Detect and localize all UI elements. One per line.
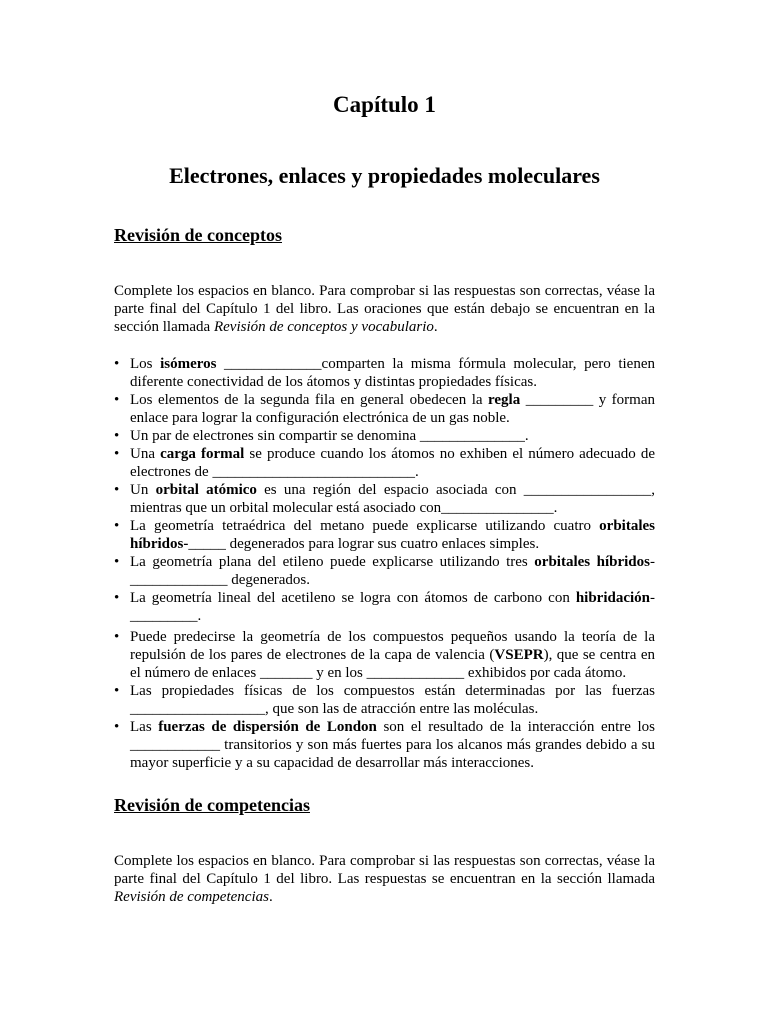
item-text: -_____________ degenerados. [130, 554, 655, 588]
bullet-icon: • [114, 482, 120, 498]
item-text: La geometría lineal del acetileno se logra con átomos de carbono con [130, 590, 576, 606]
item-text: Los elementos de la segunda fila en general obedecen la [130, 392, 489, 408]
bullet-icon: • [114, 629, 120, 645]
list-item [114, 481, 655, 517]
item-text: Los [130, 356, 161, 372]
item-text: _________ y forman enlace para lograr la configuración electrónica de un gas noble. [130, 392, 655, 426]
chapter-subtitle: Electrones, enlaces y propiedades moleculares [169, 163, 600, 188]
section-heading-concepts: Revisión de conceptos [114, 225, 282, 245]
chapter-title: Capítulo 1 [333, 92, 436, 117]
list-item [114, 718, 655, 772]
list-item [114, 553, 655, 589]
item-text: Las propiedades físicas de los compuestos están determinadas por las fuerzas __________________, que son las de atracción entre las moléculas. [130, 683, 655, 717]
item-term: hibridación [575, 590, 650, 606]
item-text: _____________comparten la misma fórmula molecular, pero tienen diferente conectividad de los átomos y distintas propiedades físicas. [130, 356, 655, 390]
item-text: es una región del espacio asociada con _________________, mientras que un orbital molecular está asociado con_______________. [130, 482, 655, 516]
document-page [114, 0, 655, 1024]
concepts-intro-paragraph [114, 282, 655, 336]
bullet-icon: • [114, 590, 120, 606]
bullet-icon: • [114, 428, 120, 444]
item-text: La geometría plana del etileno puede explicarse utilizando tres [130, 554, 535, 570]
item-text: Un par de electrones sin compartir se denomina ______________. [130, 428, 529, 444]
item-text: La geometría tetraédrica del metano puede explicarse utilizando cuatro [130, 518, 600, 534]
bullet-icon: • [114, 356, 120, 372]
item-text: _____ degenerados para lograr sus cuatro enlaces simples. [188, 536, 540, 552]
concepts-intro-italic: Revisión de conceptos y vocabulario [213, 319, 434, 335]
item-text: Una [130, 446, 161, 462]
list-item [114, 682, 655, 718]
concepts-bullet-list [114, 355, 655, 772]
bullet-icon: • [114, 518, 120, 534]
concepts-intro-text: Complete los espacios en blanco. Para comprobar si las respuestas son correctas, véase la parte final del Capítulo 1 del libro. Las oraciones que están debajo se encuentran en la sección llamada [114, 283, 655, 335]
item-term: orbital atómico [155, 482, 257, 498]
list-item [114, 628, 655, 682]
item-term: VSEPR [494, 647, 544, 663]
item-text: Las [130, 719, 159, 735]
competencies-intro-end: . [268, 889, 273, 905]
competencies-intro-text: Complete los espacios en blanco. Para comprobar si las respuestas son correctas, véase la parte final del Capítulo 1 del libro. Las respuestas se encuentran en la sección llamada [114, 853, 655, 887]
bullet-icon: • [114, 683, 120, 699]
item-text: -_________. [130, 590, 655, 624]
item-text: Puede predecirse la geometría de los compuestos pequeños usando la teoría de la repulsión de los pares de electrones de la capa de valencia ( [130, 629, 655, 663]
list-item [114, 391, 655, 427]
section-heading-competencies: Revisión de competencias [114, 795, 310, 815]
item-term: fuerzas de dispersión de London [158, 719, 377, 735]
item-term: isómeros [160, 356, 217, 372]
item-term: orbitales híbridos [534, 554, 650, 570]
concepts-intro-end: . [433, 319, 438, 335]
bullet-icon: • [114, 554, 120, 570]
item-term: orbitales híbridos- [130, 518, 655, 552]
competencies-intro-italic: Revisión de competencias [114, 889, 269, 905]
bullet-icon: • [114, 719, 120, 735]
item-text: son el resultado de la interacción entre los ____________ transitorios y son más fuertes para los alcanos más grandes debido a su mayor superficie y a su capacidad de desarrollar más interacciones. [130, 719, 655, 771]
list-item [114, 445, 655, 481]
competencies-intro-paragraph [114, 852, 655, 906]
item-text: Un [130, 482, 156, 498]
item-term: carga formal [160, 446, 245, 462]
item-text: ), que se centra en el número de enlaces _______ y en los _____________ exhibidos por cada átomo. [130, 647, 655, 681]
list-item [114, 355, 655, 391]
list-item [114, 517, 655, 553]
bullet-icon: • [114, 446, 120, 462]
list-item [114, 427, 655, 445]
bullet-icon: • [114, 392, 120, 408]
item-term: regla [488, 392, 521, 408]
list-item [114, 589, 655, 625]
item-text: se produce cuando los átomos no exhiben el número adecuado de electrones de ___________________________. [130, 446, 656, 480]
